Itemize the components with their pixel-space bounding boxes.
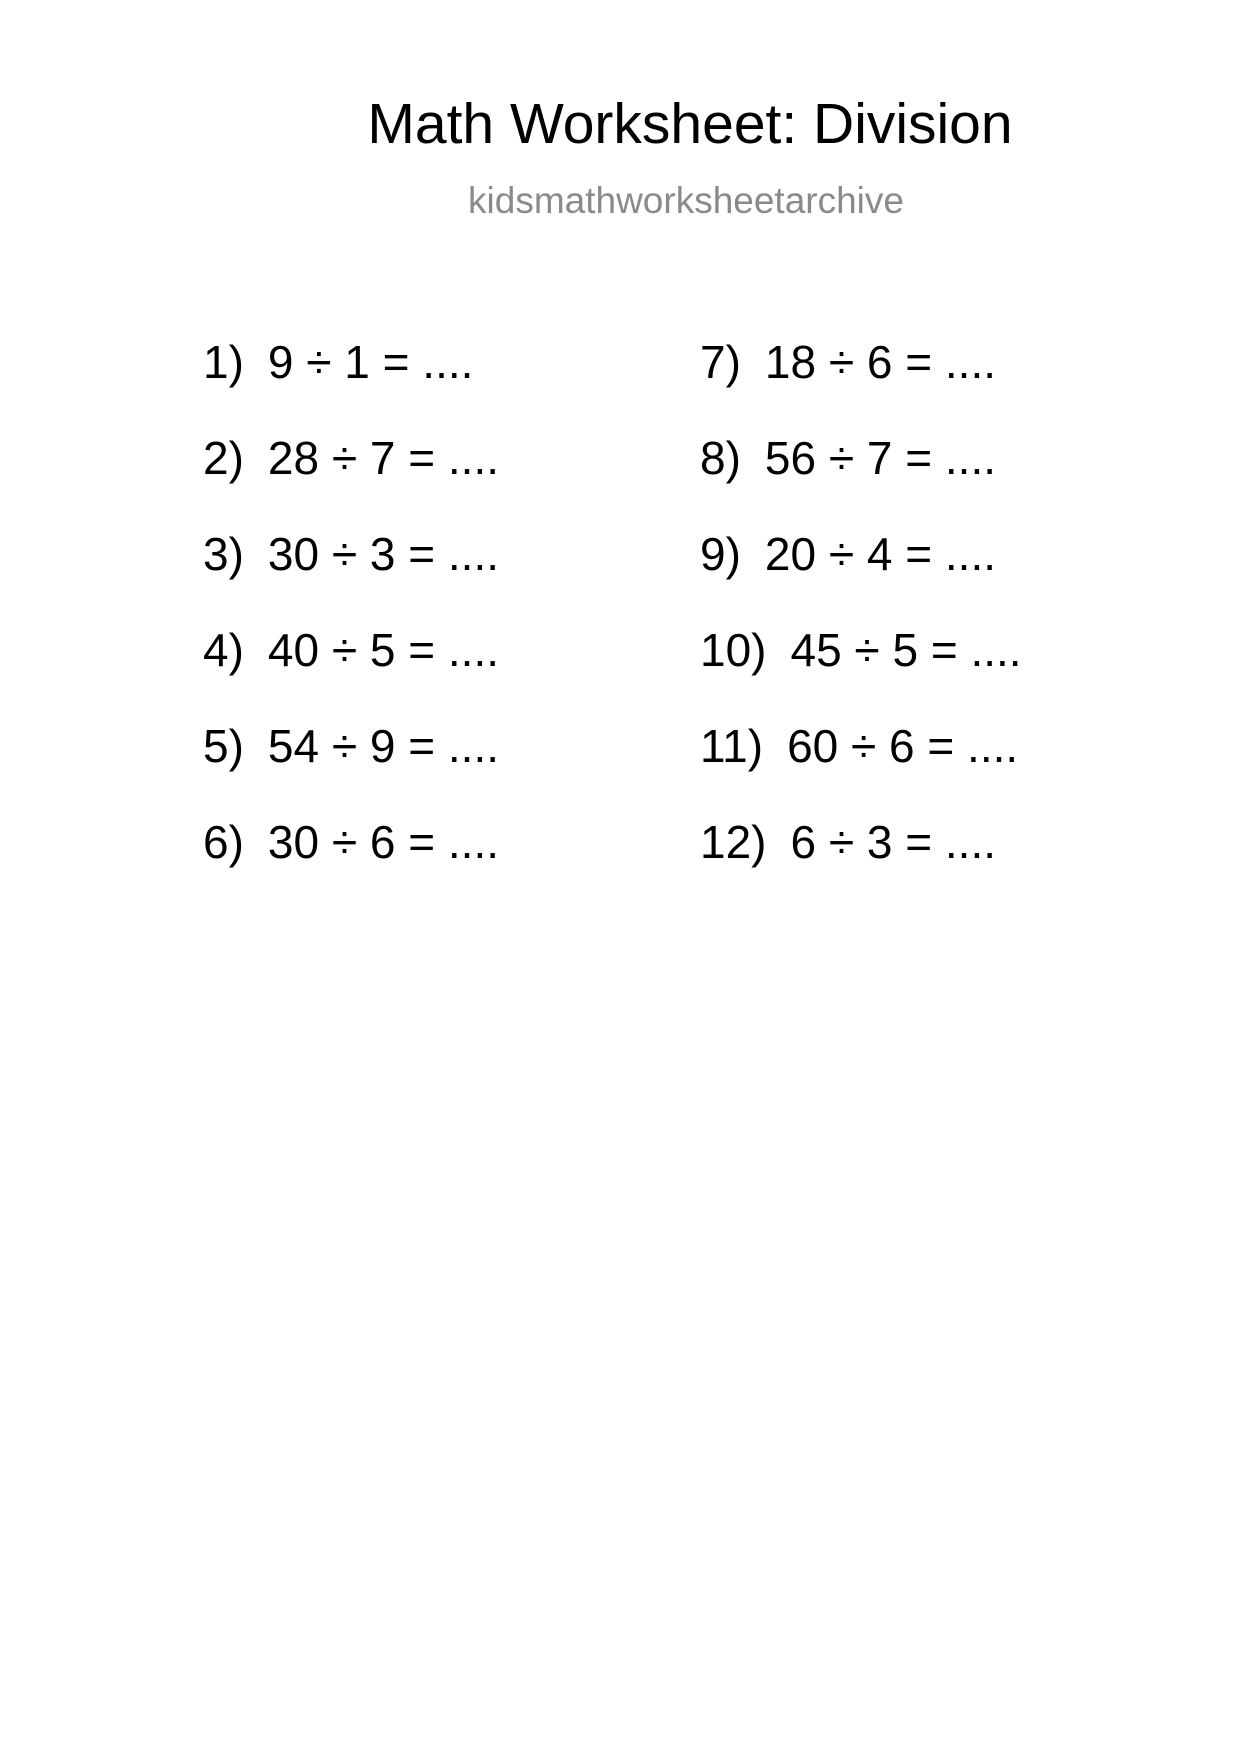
problem-expression: 56 ÷ 7 = ....: [764, 432, 997, 484]
problem-expression: 6 ÷ 3 = ....: [790, 816, 997, 868]
problem-expression: 30 ÷ 3 = ....: [267, 528, 500, 580]
problem-row-3: [203, 530, 499, 578]
problem-number: 2): [203, 432, 244, 484]
problem-number: 12): [700, 816, 767, 868]
problems-column-left: [203, 338, 499, 866]
problem-row-9: [700, 530, 1022, 578]
problem-number: 1): [203, 336, 244, 388]
problem-expression: 40 ÷ 5 = ....: [267, 624, 500, 676]
problem-row-2: [203, 434, 499, 482]
problem-number: 3): [203, 528, 244, 580]
problem-expression: 45 ÷ 5 = ....: [790, 624, 1022, 676]
problem-number: 11): [700, 720, 764, 772]
problem-number: 10): [700, 624, 767, 676]
problem-expression: 20 ÷ 4 = ....: [764, 528, 997, 580]
problem-row-4: [203, 626, 499, 674]
problem-row-6: [203, 818, 499, 866]
problem-number: 8): [700, 432, 741, 484]
problem-row-5: [203, 722, 499, 770]
page-subtitle: kidsmathworksheetarchive: [468, 180, 904, 221]
problem-expression: 28 ÷ 7 = ....: [267, 432, 500, 484]
problem-number: 4): [203, 624, 244, 676]
problem-expression: 18 ÷ 6 = ....: [764, 336, 997, 388]
problem-row-7: [700, 338, 1022, 386]
problem-expression: 9 ÷ 1 = ....: [267, 336, 474, 388]
problems-column-right: [700, 338, 1022, 866]
problem-number: 9): [700, 528, 741, 580]
problem-row-12: [700, 818, 1022, 866]
problem-row-8: [700, 434, 1022, 482]
problem-row-10: [700, 626, 1022, 674]
problem-row-11: [700, 722, 1022, 770]
problem-number: 6): [203, 816, 244, 868]
problem-number: 7): [700, 336, 741, 388]
page-title: Math Worksheet: Division: [367, 92, 1013, 156]
problem-row-1: [203, 338, 499, 386]
problem-expression: 54 ÷ 9 = ....: [267, 720, 500, 772]
problem-expression: 30 ÷ 6 = ....: [267, 816, 500, 868]
problem-expression: 60 ÷ 6 = ....: [787, 720, 1019, 772]
problem-number: 5): [203, 720, 244, 772]
